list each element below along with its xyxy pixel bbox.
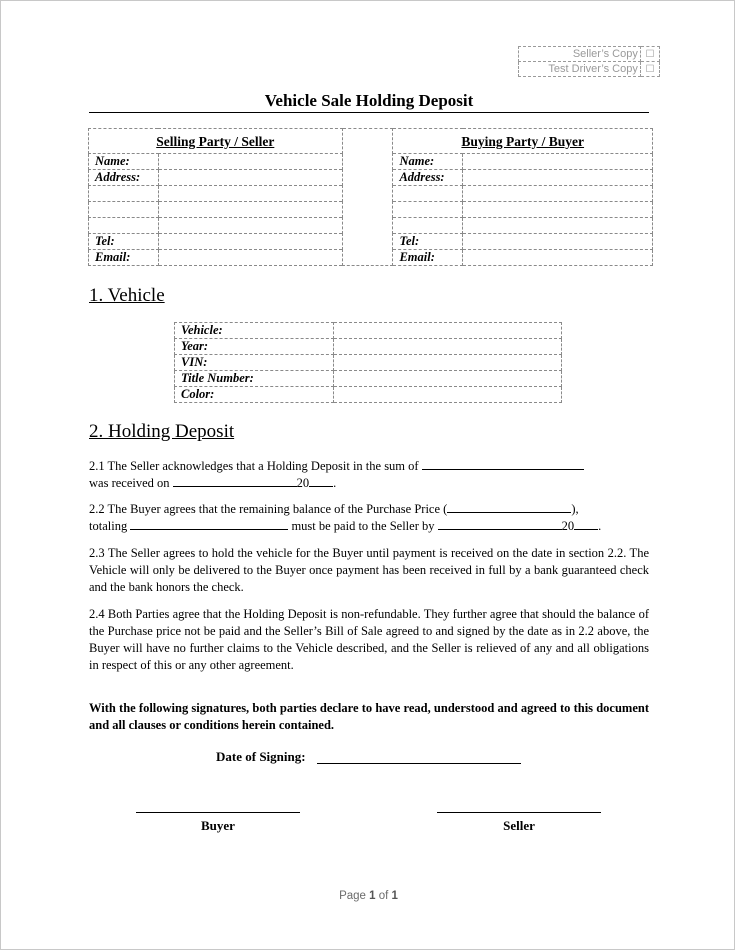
buyer-address-line-4[interactable] (463, 218, 653, 234)
purchase-price-blank[interactable] (447, 501, 571, 513)
sellers-copy-label: Seller’s Copy (519, 47, 641, 62)
year-field[interactable] (333, 339, 561, 355)
clause-2-3: 2.3 The Seller agrees to hold the vehicle for the Buyer until payment is received on the date in section 2.2. The Vehicle will only be delivered to the Buyer once payment has been received in full by a bank guaranteed check and the bank honors the check. (89, 546, 649, 594)
sellers-copy-checkbox[interactable]: ☐ (640, 47, 659, 62)
section-vehicle-heading: 1. Vehicle (89, 285, 165, 306)
buyer-address-line-label (393, 186, 463, 202)
color-label: Color: (175, 387, 334, 403)
payment-date-blank[interactable] (438, 518, 562, 530)
party-spacer (342, 129, 393, 266)
seller-signature-line[interactable] (437, 812, 601, 813)
copy-selector (518, 46, 660, 77)
title-divider (89, 112, 649, 113)
seller-address-line-label (89, 186, 159, 202)
date-of-signing-line[interactable] (317, 763, 521, 764)
seller-address-label: Address: (89, 170, 159, 186)
clause-2-2-totaling: totaling (89, 519, 128, 533)
seller-address-line-label (89, 202, 159, 218)
year-prefix: 20 (561, 519, 575, 533)
buyer-header: Buying Party / Buyer (393, 129, 653, 154)
buyer-address-line-3[interactable] (463, 202, 653, 218)
year-prefix: 20 (296, 476, 310, 490)
color-field[interactable] (333, 387, 561, 403)
title-number-field[interactable] (333, 371, 561, 387)
buyer-address-label: Address: (393, 170, 463, 186)
section-holding-deposit-heading: 2. Holding Deposit (89, 421, 235, 442)
page-total: 1 (391, 890, 398, 902)
date-of-signing-label: Date of Signing: (216, 749, 306, 764)
page-current: 1 (369, 890, 376, 902)
seller-name-field[interactable] (158, 154, 342, 170)
buyer-signature-line[interactable] (136, 812, 300, 813)
seller-email-label: Email: (89, 250, 159, 266)
clause-2-2 (89, 501, 649, 535)
page-prefix: Page (339, 890, 366, 902)
seller-address-line-4[interactable] (158, 218, 342, 234)
page-number (1, 890, 735, 902)
clause-2-2-paid-by: must be paid to the Seller by (291, 519, 435, 533)
clause-2-4: 2.4 Both Parties agree that the Holding Deposit is non-refundable. They further agree that should the balance of the Purchase price not be paid and the Seller’s Bill of Sale agreed to and signed by the date as in 2.2 above, the Buyer will have no further claims to the Vehicle described, and the Seller is relieved of any and all obligations in respect of this or any other agreement. (89, 607, 649, 672)
document-title: Vehicle Sale Holding Deposit (264, 91, 474, 110)
declaration: With the following signatures, both parties declare to have read, understood and agreed to this document and all clauses or conditions herein contained. (89, 701, 649, 732)
remaining-balance-blank[interactable] (130, 518, 288, 530)
seller-header: Selling Party / Seller (89, 129, 343, 154)
clause-2-2-period: . (598, 519, 602, 533)
seller-tel-field[interactable] (158, 234, 342, 250)
title-number-label: Title Number: (175, 371, 334, 387)
buyer-tel-label: Tel: (393, 234, 463, 250)
buyer-tel-field[interactable] (463, 234, 653, 250)
buyer-address-line-label (393, 218, 463, 234)
seller-email-field[interactable] (158, 250, 342, 266)
parties-table (88, 128, 653, 266)
vin-field[interactable] (333, 355, 561, 371)
clause-2-1-received: was received on (89, 476, 170, 490)
vehicle-table (174, 322, 562, 403)
page-of: of (378, 890, 389, 902)
buyer-address-field[interactable] (463, 170, 653, 186)
received-date-blank[interactable] (173, 475, 297, 487)
vehicle-field[interactable] (333, 323, 561, 339)
test-drivers-copy-checkbox[interactable]: ☐ (640, 62, 659, 77)
clause-2-1-period: . (333, 476, 337, 490)
buyer-address-line-label (393, 202, 463, 218)
payment-year-blank[interactable] (574, 518, 598, 530)
received-year-blank[interactable] (309, 475, 333, 487)
seller-address-field[interactable] (158, 170, 342, 186)
buyer-address-line-2[interactable] (463, 186, 653, 202)
buyer-email-field[interactable] (463, 250, 653, 266)
seller-name-label: Name: (89, 154, 159, 170)
seller-address-line-3[interactable] (158, 202, 342, 218)
buyer-signature-label: Buyer (201, 818, 235, 833)
clause-2-1-text: 2.1 The Seller acknowledges that a Holding Deposit in the sum of (89, 459, 419, 473)
seller-address-line-2[interactable] (158, 186, 342, 202)
seller-address-line-label (89, 218, 159, 234)
deposit-amount-blank[interactable] (422, 458, 584, 470)
seller-signature-label: Seller (503, 818, 535, 833)
clause-2-2-text: 2.2 The Buyer agrees that the remaining balance of the Purchase Price ( (89, 502, 448, 516)
buyer-name-label: Name: (393, 154, 463, 170)
seller-tel-label: Tel: (89, 234, 159, 250)
clause-2-1 (89, 458, 649, 492)
vehicle-label: Vehicle: (175, 323, 334, 339)
buyer-name-field[interactable] (463, 154, 653, 170)
vin-label: VIN: (175, 355, 334, 371)
year-label: Year: (175, 339, 334, 355)
test-drivers-copy-label: Test Driver’s Copy (519, 62, 641, 77)
clause-2-2-close: ), (571, 502, 579, 516)
buyer-email-label: Email: (393, 250, 463, 266)
